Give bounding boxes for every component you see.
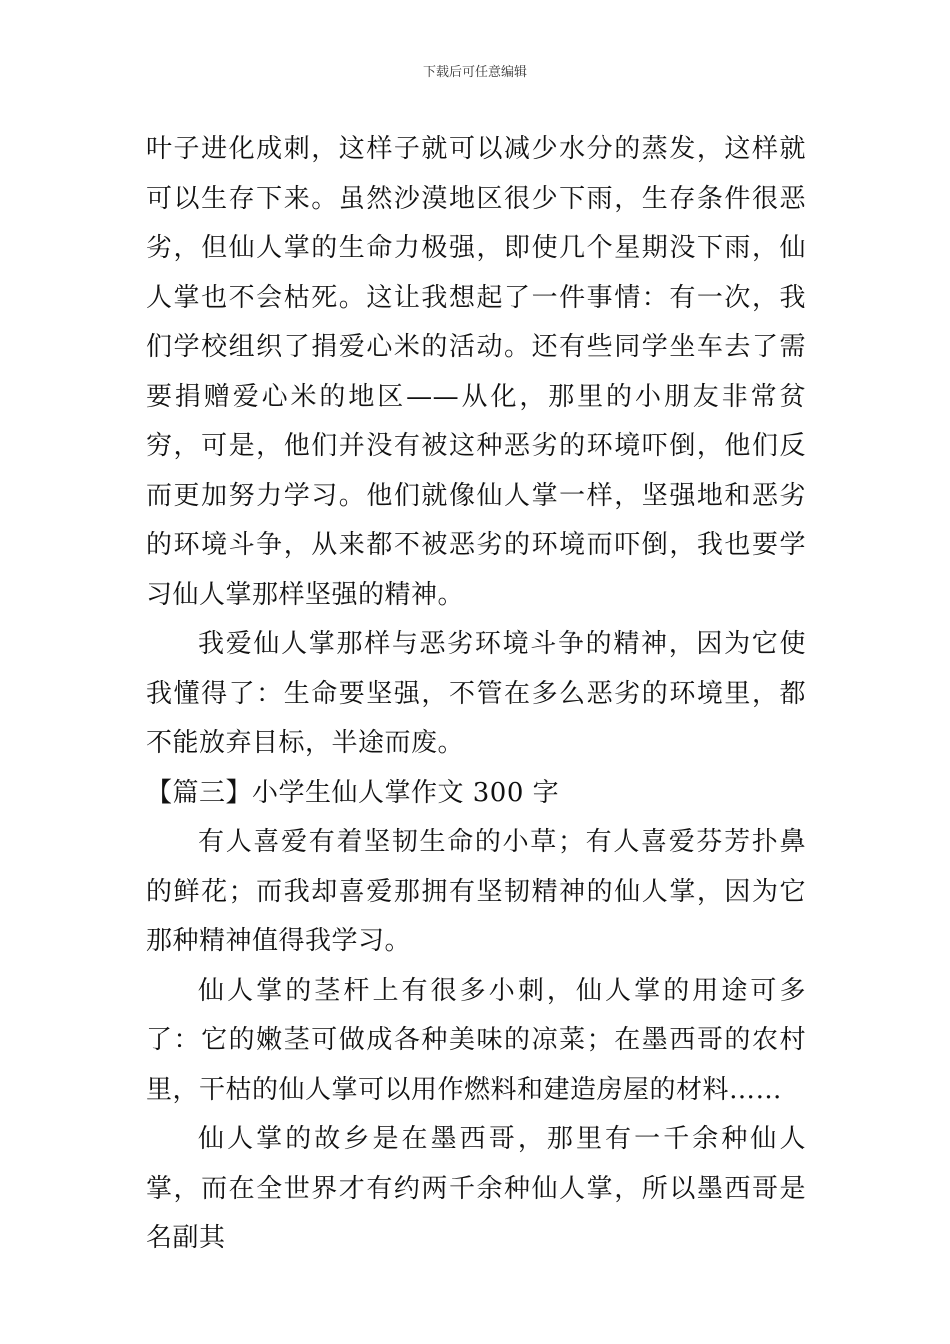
- paragraph-uses: 仙人掌的茎杆上有很多小刺，仙人掌的用途可多了：它的嫩茎可做成各种美味的凉菜；在墨西哥的农村里，干枯的仙人掌可以用作燃料和建造房屋的材料……: [146, 975, 806, 1105]
- paragraph-origin: 仙人掌的故乡是在墨西哥，那里有一千余种仙人掌，而在全世界才有约两千余种仙人掌，所以墨西哥是名副其: [146, 1124, 806, 1253]
- paragraph-conclusion: 我爱仙人掌那样与恶劣环境斗争的精神，因为它使我懂得了：生命要坚强，不管在多么恶劣的环境里，都不能放弃目标，半途而废。: [146, 629, 806, 758]
- page-header: 下载后可任意编辑: [422, 65, 527, 80]
- section-heading: 【篇三】小学生仙人掌作文 300 字: [146, 777, 560, 808]
- document-body: [146, 125, 806, 1264]
- paragraph-intro: 有人喜爱有着坚韧生命的小草；有人喜爱芬芳扑鼻的鲜花；而我却喜爱那拥有坚韧精神的仙人掌，因为它那种精神值得我学习。: [146, 827, 806, 956]
- paragraph-continued: 叶子进化成刺，这样子就可以减少水分的蒸发，这样就可以生存下来。虽然沙漠地区很少下雨，生存条件很恶劣，但仙人掌的生命力极强，即使几个星期没下雨，仙人掌也不会枯死。这让我想起了一件事情：有一次，我们学校组织了捐爱心米的活动。还有些同学坐车去了需要捐赠爱心米的地区——从化，那里的小朋友非常贫穷，可是，他们并没有被这种恶劣的环境吓倒，他们反而更加努力学习。他们就像仙人掌一样，坚强地和恶劣的环境斗争，从来都不被恶劣的环境而吓倒，我也要学习仙人掌那样坚强的精神。: [146, 134, 806, 610]
